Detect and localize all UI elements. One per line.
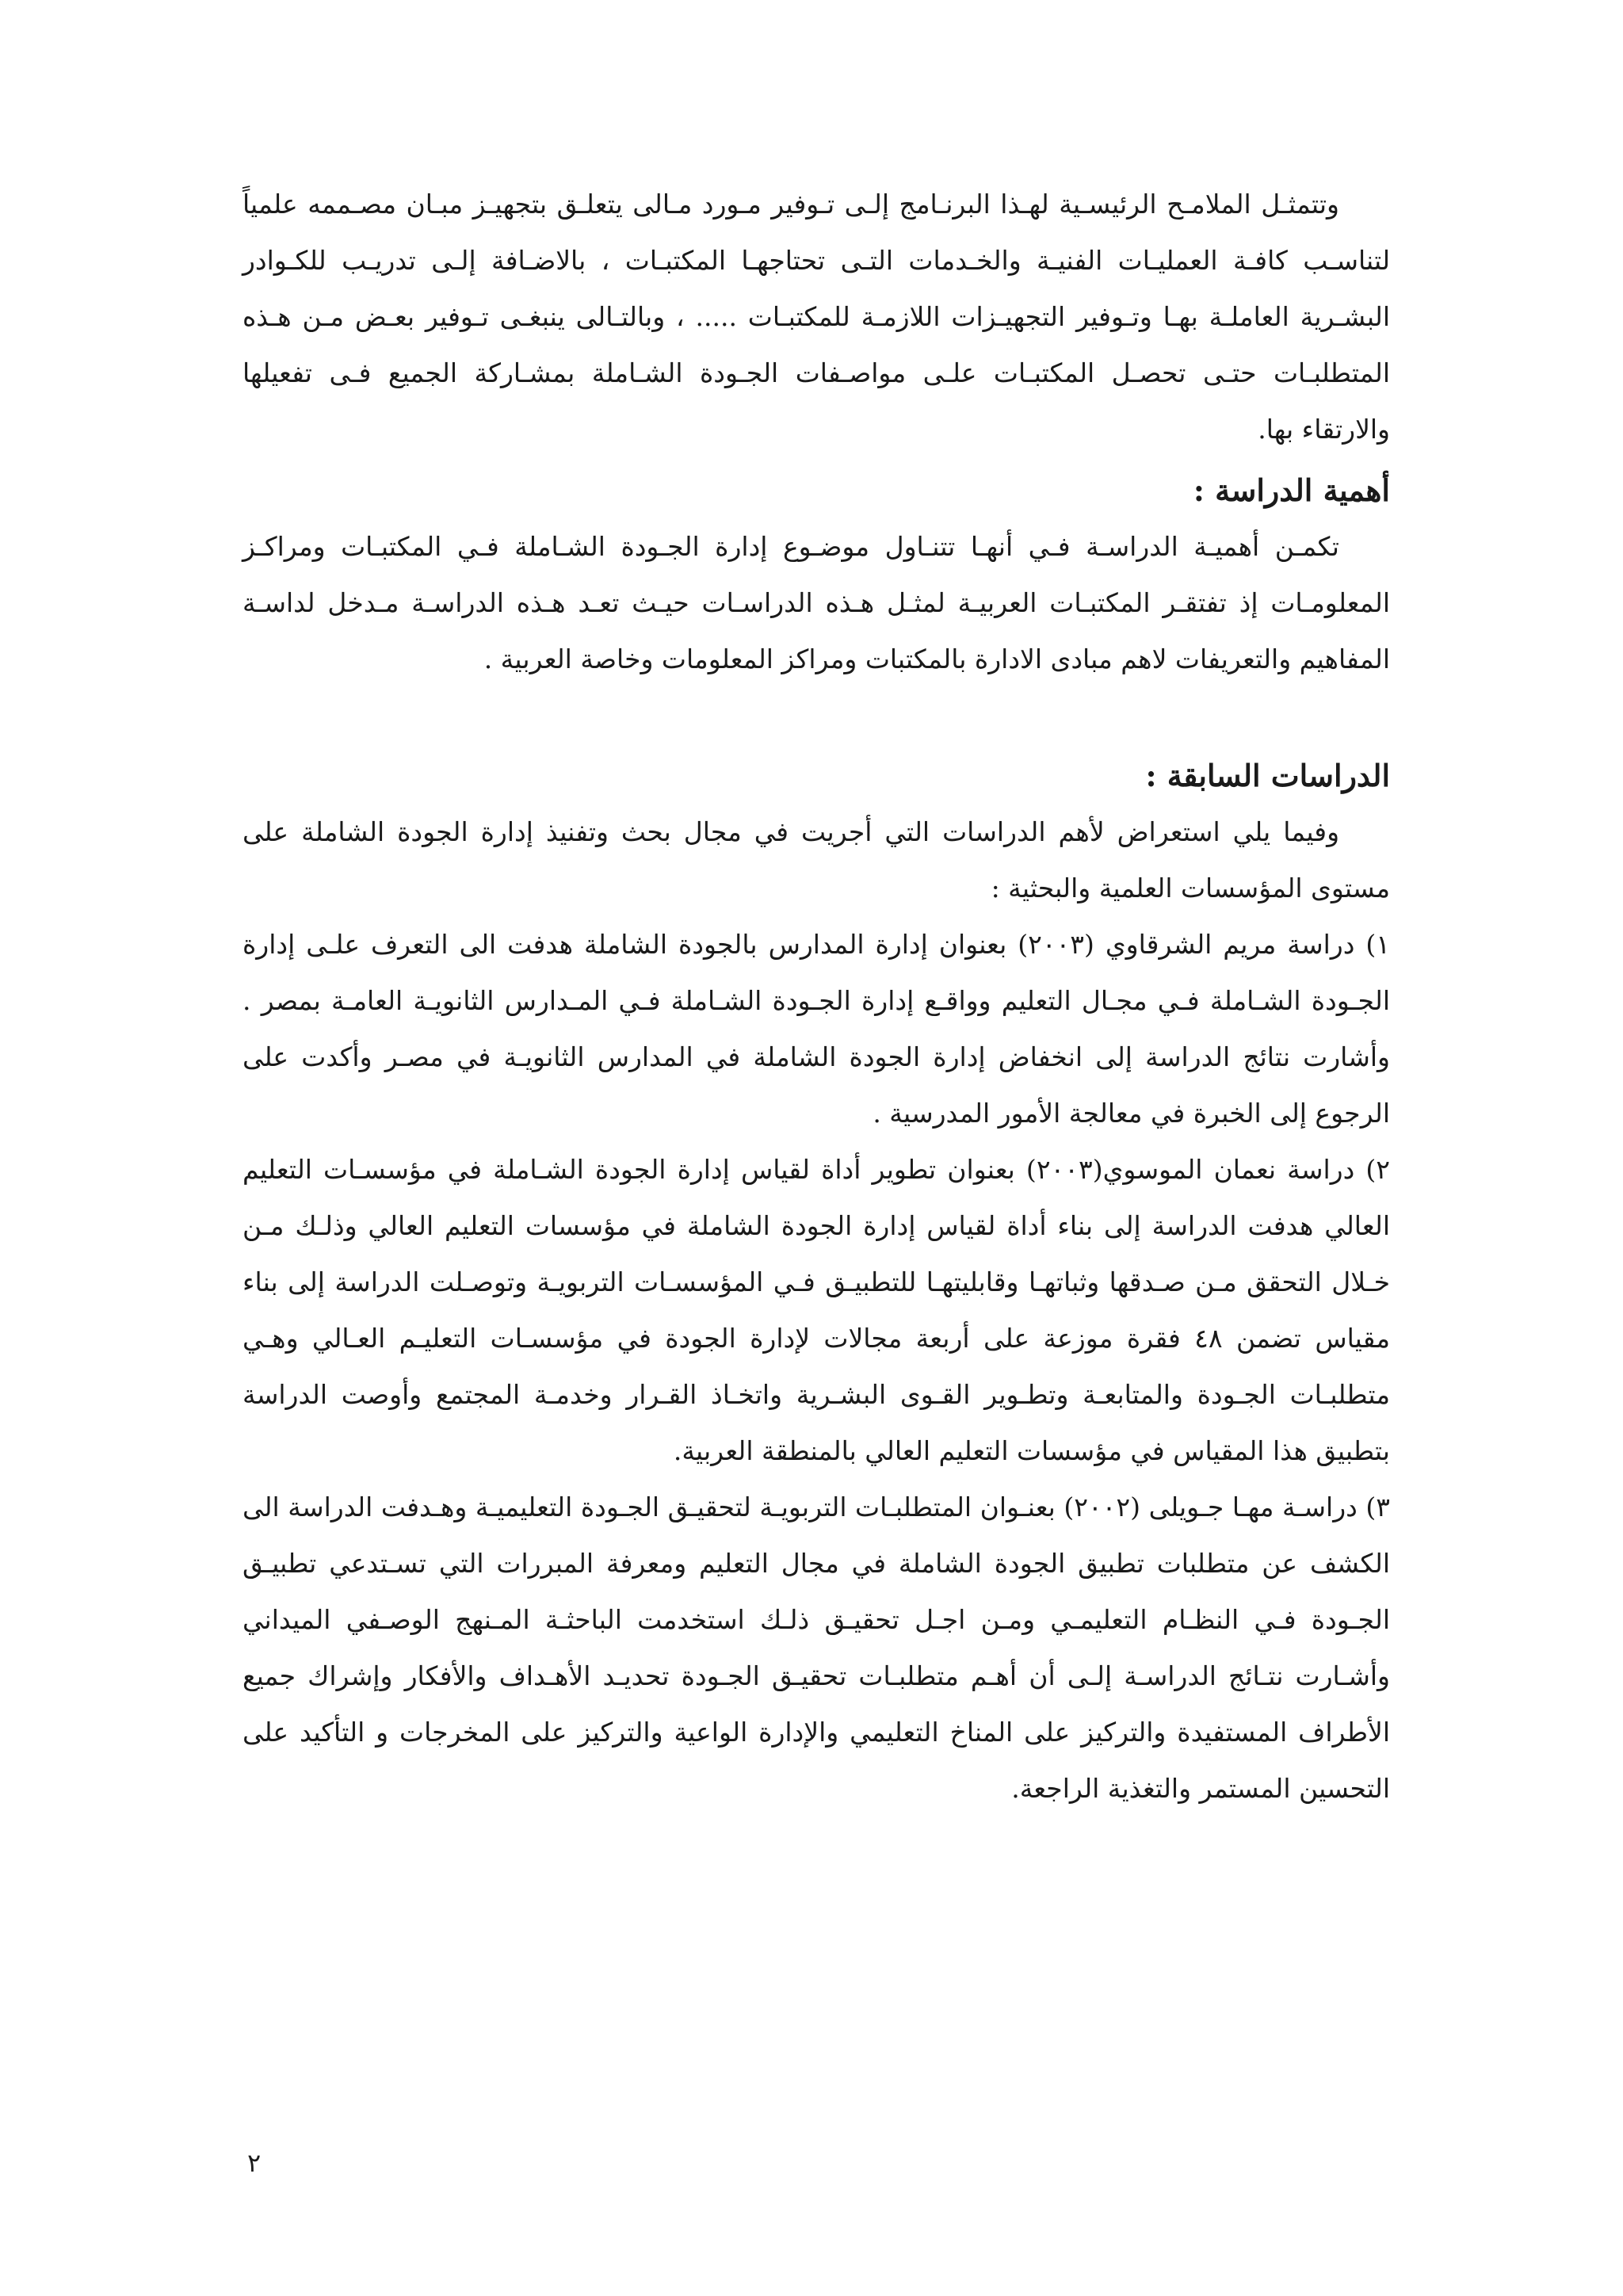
study-item-2: ٢) دراسة نعمان الموسوي(٢٠٠٣) بعنوان تطوير أداة لقياس إدارة الجودة الشـاملة في مؤسسـات التعليم العالي هدفت الدراسة إلى بناء أداة لقياس إدارة الجودة الشاملة في مؤسسات التعليم العالي وذلـك مـن خـلال التحقق مـن صـدقها وثباتهـا وقابليتهـا للتطبيـق فـي المؤسسـات التربويـة وتوصـلت الدراسة إلى بناء مقياس تضمن ٤٨ فقرة موزعة على أربعة مجالات لإدارة الجودة في مؤسسـات التعليـم العـالي وهـي متطلبـات الجـودة والمتابعـة وتطـوير القـوى البشـرية واتخـاذ القـرار وخدمـة المجتمع وأوصت الدراسة بتطبيق هذا المقياس في مؤسسات التعليم العالي بالمنطقة العربية. <box>242 1154 1391 1466</box>
intro-paragraph: وتتمثـل الملامـح الرئيسـية لهـذا البرنـامج إلـى تـوفير مـورد مـالى يتعلـق بتجهيـز مبـان مصـممه علمياً لتناسـب كافـة العمليـات الفنيـة والخـدمات التـى تحتاجهـا المكتبـات ، بالاضـافة إلـى تدريـب للكـوادر البشـرية العاملـة بهـا وتـوفير التجهيـزات اللازمـة للمكتبـات ..... ، وبالتـالى ينبغـى تـوفير بعـض مـن هـذه المتطلبـات حتـى تحصـل المكتبـات علـى مواصـفات الجـودة الشـاملة بمشـاركة الجميع فـى تفعيلها والارتقاء بها. <box>242 189 1390 445</box>
page-number: ٢ <box>247 2148 262 2178</box>
importance-heading: أهمية الدراسة : <box>1193 472 1390 508</box>
previous-studies-heading: الدراسات السابقة : <box>1145 758 1390 793</box>
page-body <box>242 176 1390 1817</box>
study-item-3: ٣) دراسـة مهـا جـويلى (٢٠٠٢) بعنـوان المتطلبـات التربويـة لتحقيـق الجـودة التعليميـة وهـدفت الدراسة الى الكشف عن متطلبات تطبيق الجودة الشاملة في مجال التعليم ومعرفة المبررات التي تسـتدعي تطبيـق الجـودة فـي النظـام التعليمـي ومـن اجـل تحقيـق ذلـك استخدمت الباحثـة المـنهج الوصـفي الميداني وأشـارت نتـائج الدراسـة إلـى أن أهـم متطلبـات تحقيـق الجـودة تحديـد الأهـداف والأفكار وإشراك جميع الأطراف المستفيدة والتركيز على المناخ التعليمي والإدارة الواعية والتركيز على المخرجات و التأكيد على التحسين المستمر والتغذية الراجعة. <box>242 1492 1391 1804</box>
study-item-1: ١) دراسة مريم الشرقاوي (٢٠٠٣) بعنوان إدارة المدارس بالجودة الشاملة هدفت الى التعرف علـى إدارة الجـودة الشـاملة فـي مجـال التعليم وواقـع إدارة الجـودة الشـاملة فـي المـدارس الثانويـة العامـة بمصر . وأشارت نتائج الدراسة إلى انخفاض إدارة الجودة الشاملة في المدارس الثانويـة في مصـر وأكدت على الرجوع إلى الخبرة في معالجة الأمور المدرسية . <box>242 929 1390 1129</box>
previous-studies-intro: وفيما يلي استعراض لأهم الدراسات التي أجريت في مجال بحث وتفنيذ إدارة الجودة الشاملة على مستوى المؤسسات العلمية والبحثية : <box>242 816 1390 904</box>
importance-paragraph: تكمـن أهميـة الدراسـة فـي أنهـا تتنـاول موضـوع إدارة الجـودة الشـاملة فـي المكتبـات ومراكـز المعلومـات إذ تفتقـر المكتبـات العربيـة لمثـل هـذه الدراسـات حيـث تعـد هـذه الدراسـة مـدخل لداسـة المفاهيم والتعريفات لاهم مبادى الادارة بالمكتبات ومراكز المعلومات وخاصة العربية . <box>242 531 1390 674</box>
